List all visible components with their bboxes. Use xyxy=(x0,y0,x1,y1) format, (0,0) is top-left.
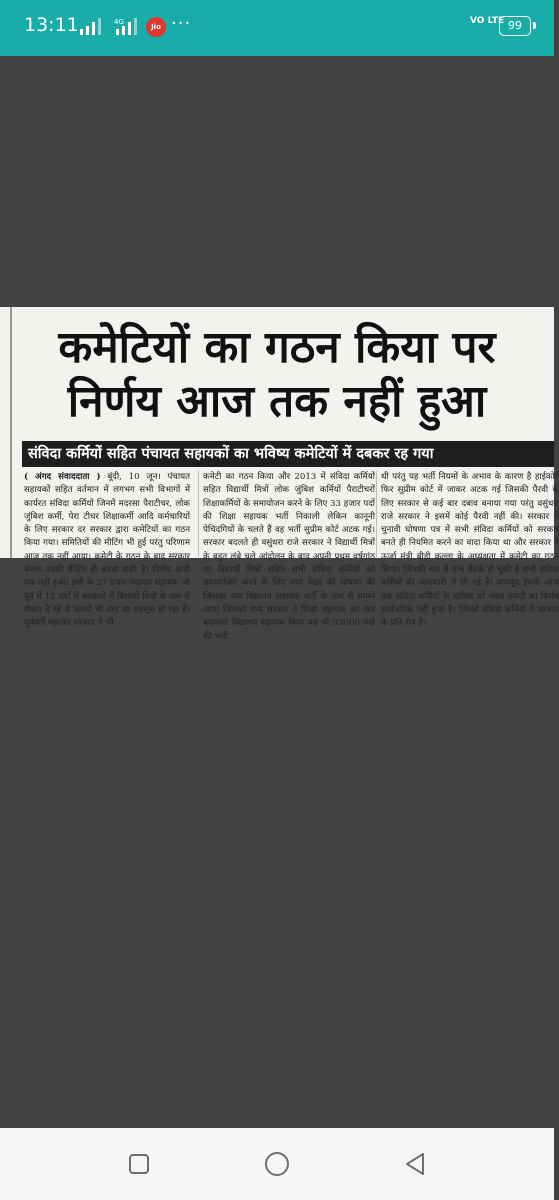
clock: 13:11 xyxy=(24,14,79,36)
signal-icon xyxy=(78,17,104,37)
jio-logo: Jio xyxy=(146,17,166,37)
headline-line-1: कमेटियों का गठन किया पर xyxy=(58,322,496,373)
column-2-text: कमेटी का गठन किया और 2013 में संविदा कर्मियों सहित विद्यार्थी मित्रों लोक जुंबिश कर्मियों पैराटीचरों शिक्षाकर्मियों के समायोजन करने के लिए 33 हजार पदों की शिक्षा सहायक भर्ती निकाली लेकिन कानूनी पेचिदगियों के चलते हैं वह भर्ती सुप्रीम कोर्ट अटक गई। सरकार बदलते ही वसुंधरा राजे सरकार ने विद्यार्थी मित्रों के बहुत लंबे चले आंदोलन के बाद अपनी प्रथम वर्षगांठ पर विद्यार्थी मित्रों सहित सभी संविदा कर्मियों को समायोजित करने के लिए नया केडर की घोषणा की जिसका नाम विद्यालय सहायक भर्ती के नाम से सामने आया जिसको गन्य सरकार ने शिक्षा सहायक का नाम बदलकर विद्यालय सहायक किया यह भी 33000 पदों की भर्ती xyxy=(203,472,375,642)
column-3-text: थी परंतु यह भर्ती नियमों के अभाव के कारण है हाईकोर्ट फिर सुप्रीम कोर्ट में जाकर अटक गई जिसकी पैरवी के लिए सरकार से कई बार दबाव बनाया गया परंतु वसुंधरा राजे सरकार ने इसमें कोई पैरवी नहीं की। सरकार ने चुनावी घोषणा पत्र में सभी संविदा कर्मियों को सरकार बनते ही नियमित करने का वादा किया था और सरकार ने ऊर्जा मंत्री बीडी कल्ला के अध्यक्षता में कमेटी का गठन किया। जिनकी चार से पांच बैठकें हो चुकी है सभी संविदा कर्मियों की जानकारी ले ली गई है। बावजूद इसके आज तक संविदा कर्मियों के भविष्य को लेकर कमेटी का निर्णय सार्वजनिक नहीं हुआ है। जिससे संविदा कर्मियों में सरकार के प्रति रोष है। xyxy=(381,472,559,629)
status-bar xyxy=(0,0,554,56)
column-1-text: बूंदी, 10 जून। पंचायत सहायकों सहित वर्तमान में लगभग सभी विभागों में कार्यरत संविदा कर्मियों जिनमें मदरसा पैराटीचर, लोक जुंबिश कर्मी, पेरा टीचर शिक्षाकर्मी आदि कर्मचारियों के लिए सरकार दर सरकार द्वारा कमेटियों का गठन किया गया। समितियों की मीटिंग भी हुई परंतु परिणाम आज तक नहीं आया। कमेटी के गठन के बाद सरकार केवल उनकी मीटिंग ही करवा सकी है। निर्णय अभी तक नहीं हुआ। इसी के 27 हजार पंचायत सहायक जो पूर्व में 12 वर्षों से सरकारों में विद्यार्थी मित्रों के नाम से सेवाएं दे रहे थे उनको भी ठगा सा महसूस हो रहा है। पूर्ववर्ती गहलोत सरकार ने भी xyxy=(24,472,190,629)
subheadline-banner: संविदा कर्मियों सहित पंचायत सहायकों का भविष्य कमेटियों में दबकर रह गया xyxy=(22,441,554,467)
network-type-label: 4G xyxy=(114,18,124,26)
byline: ( अंगद संवाददाता ) xyxy=(24,472,101,482)
square-recents-icon[interactable] xyxy=(121,1146,157,1182)
battery-tip xyxy=(533,22,536,29)
signal-4g-icon xyxy=(114,17,140,37)
article-column-1 xyxy=(24,471,190,629)
newspaper-clipping-image[interactable] xyxy=(0,307,559,642)
navigation-bar xyxy=(0,1128,554,1200)
circle-home-icon[interactable] xyxy=(259,1146,295,1182)
article-column-3 xyxy=(376,471,559,629)
battery-icon: 99 xyxy=(499,16,531,36)
triangle-back-icon[interactable] xyxy=(397,1146,433,1182)
more-notifications-icon: ··· xyxy=(171,13,192,34)
volte-indicator: VO LTE xyxy=(470,16,505,26)
headline-line-2: निर्णय आज तक नहीं हुआ xyxy=(67,376,487,427)
article-column-2 xyxy=(198,471,375,642)
